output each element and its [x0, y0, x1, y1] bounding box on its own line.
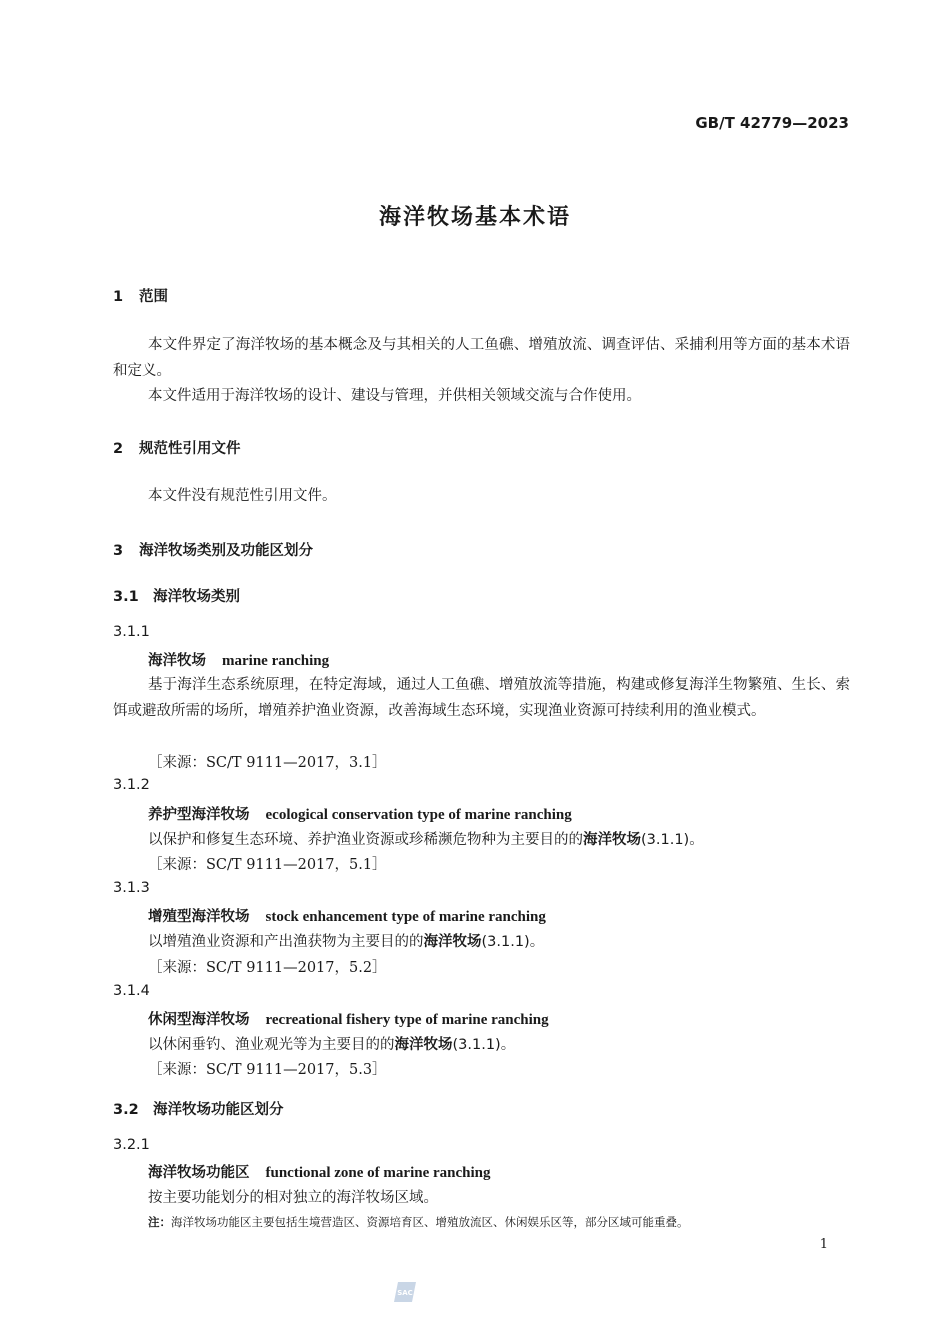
section-title: 规范性引用文件: [139, 440, 241, 457]
term-index: 3.1.3: [113, 880, 150, 896]
term-source: ［来源：SC/T 9111—2017，3.1］: [148, 755, 387, 771]
term-index: 3.2.1: [113, 1137, 150, 1153]
subsection-title: 海洋牧场类别: [153, 588, 240, 605]
page-number: 1: [819, 1237, 828, 1252]
term-en: marine ranching: [222, 653, 330, 669]
section-number: 3: [113, 543, 124, 559]
term-reference: 海洋牧场: [394, 1036, 453, 1053]
section-title: 范围: [139, 288, 168, 305]
term-heading: [148, 1161, 491, 1182]
term-en: recreational fishery type of marine ranching: [265, 1012, 549, 1028]
note-text: 海洋牧场功能区主要包括生境营造区、资源培育区、增殖放流区、休闲娱乐区等，部分区域可能重叠。: [171, 1215, 689, 1229]
term-heading: [148, 803, 572, 824]
term-definition: 基于海洋生态系统原理，在特定海域，通过人工鱼礁、增殖放流等措施，构建或修复海洋生物繁殖、生长、索饵或避敌所需的场所，增殖养护渔业资源，改善海域生态环境，实现渔业资源可持续利用的渔业模式。: [113, 677, 850, 719]
term-definition: [148, 1033, 515, 1054]
term-en: stock enhancement type of marine ranching: [265, 909, 546, 925]
term-zh: 海洋牧场功能区: [148, 1164, 250, 1181]
term-reference: 海洋牧场: [423, 933, 482, 950]
term-zh: 养护型海洋牧场: [148, 806, 250, 823]
subsection-title: 海洋牧场功能区划分: [153, 1101, 284, 1118]
term-zh: 休闲型海洋牧场: [148, 1011, 250, 1028]
definition-text: 以增殖渔业资源和产出渔获物为主要目的的: [148, 934, 424, 950]
logo-text: SAC: [397, 1289, 413, 1297]
standard-number: GB/T 42779—2023: [695, 114, 849, 132]
note-label: 注：: [148, 1215, 171, 1229]
reference-number: (3.1.1)。: [641, 832, 704, 848]
subsection-3-2-heading: [113, 1098, 284, 1119]
definition-text: 以保护和修复生态环境、养护渔业资源或珍稀濒危物种为主要目的的: [148, 832, 583, 848]
term-source: ［来源：SC/T 9111—2017，5.3］: [148, 1062, 387, 1078]
term-en: functional zone of marine ranching: [265, 1165, 491, 1181]
section-1-paragraph-1: 本文件界定了海洋牧场的基本概念及与其相关的人工鱼礁、增殖放流、调查评估、采捕利用等方面的基本术语和定义。: [113, 337, 850, 379]
document-title: 海洋牧场基本术语: [378, 204, 571, 230]
term-source: ［来源：SC/T 9111—2017，5.2］: [148, 960, 387, 976]
subsection-number: 3.1: [113, 589, 139, 605]
section-2-paragraph: 本文件没有规范性引用文件。: [148, 488, 337, 504]
term-heading: [148, 1008, 549, 1029]
term-index: 3.1.4: [113, 983, 150, 999]
section-title: 海洋牧场类别及功能区划分: [139, 542, 313, 559]
section-1-heading: [113, 285, 168, 306]
term-definition: 按主要功能划分的相对独立的海洋牧场区域。: [148, 1190, 438, 1206]
term-index: 3.1.2: [113, 777, 150, 793]
subsection-3-1-heading: [113, 585, 240, 606]
term-note: [148, 1214, 689, 1230]
term-zh: 海洋牧场: [148, 652, 206, 669]
sac-logo: [392, 1280, 418, 1304]
term-reference: 海洋牧场: [583, 831, 641, 848]
term-source: ［来源：SC/T 9111—2017，5.1］: [148, 857, 387, 873]
term-en: ecological conservation type of marine ranching: [265, 807, 572, 823]
term-definition: [148, 930, 544, 951]
reference-number: (3.1.1)。: [452, 1037, 516, 1053]
section-2-heading: [113, 437, 241, 458]
subsection-number: 3.2: [113, 1102, 139, 1118]
term-heading: [148, 905, 546, 926]
term-index: 3.1.1: [113, 624, 150, 640]
section-3-heading: [113, 539, 313, 560]
definition-text: 以休闲垂钓、渔业观光等为主要目的的: [148, 1037, 395, 1053]
term-definition: [148, 828, 704, 849]
section-number: 2: [113, 441, 124, 457]
section-number: 1: [113, 289, 124, 305]
section-1-paragraph-2: 本文件适用于海洋牧场的设计、建设与管理，并供相关领域交流与合作使用。: [148, 388, 641, 404]
term-heading: [148, 649, 329, 670]
reference-number: (3.1.1)。: [481, 934, 545, 950]
term-zh: 增殖型海洋牧场: [148, 908, 250, 925]
